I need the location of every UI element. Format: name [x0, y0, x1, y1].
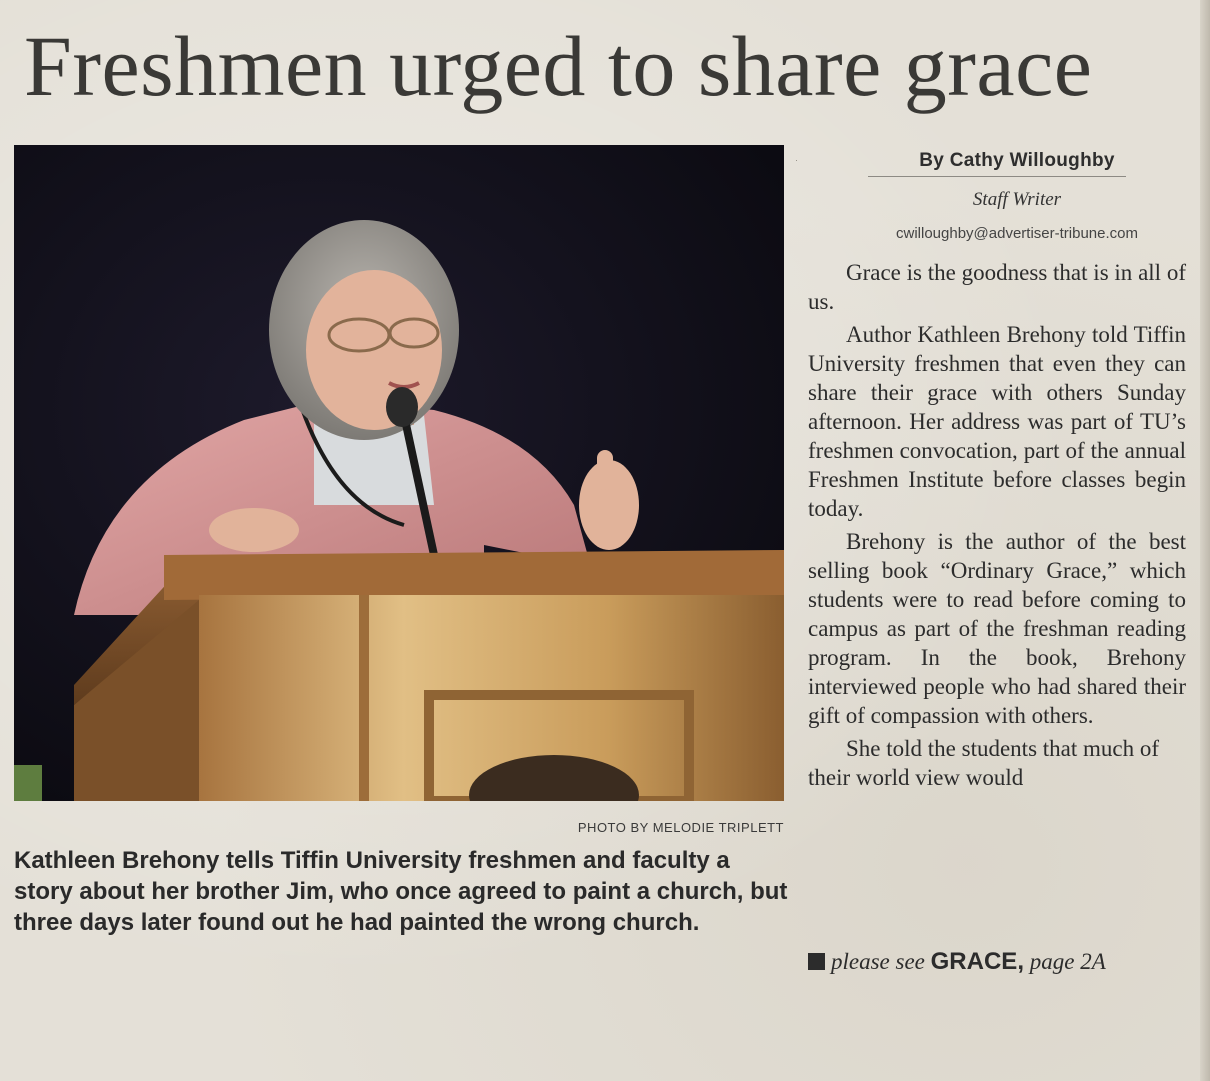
column-rule [796, 160, 797, 161]
foreground-plant [14, 765, 42, 801]
page-edge [1200, 0, 1210, 1081]
thumb [597, 450, 613, 490]
left-hand [209, 508, 299, 552]
microphone-icon [386, 387, 418, 427]
author-email: cwilloughby@advertiser-tribune.com [896, 225, 1138, 242]
continuation-line [808, 948, 1186, 976]
jump-prefix: please see [831, 949, 925, 974]
article-photo [14, 145, 784, 801]
podium-seam [359, 595, 369, 801]
paragraph: Brehony is the author of the best selling book “Ordinary Grace,” which students were to read before coming to campus as part of the freshman reading program. In the book, Brehony interviewed people who had shared their gift of compassion with others. [808, 529, 1186, 728]
paragraph: Grace is the goodness that is in all of us. [808, 260, 1186, 314]
photo-caption: Kathleen Brehony tells Tiffin University freshmen and faculty a story about her brother Jim, who once agreed to paint a church, but three days later found out he had painted the wrong church. [14, 847, 788, 936]
jump-keyword: GRACE, [930, 948, 1024, 975]
article-column [808, 150, 1186, 796]
speaker-at-podium-illustration [14, 145, 784, 801]
podium-lid [164, 550, 784, 600]
byline [868, 150, 1126, 177]
square-bullet-icon [808, 953, 825, 970]
paragraph: She told the students that much of their world view would [808, 736, 1160, 790]
byline-prefix: By [919, 150, 945, 171]
byline-name: Cathy Willoughby [949, 150, 1115, 171]
article-body [808, 258, 1186, 792]
photo-credit: PHOTO BY MELODIE TRIPLETT [577, 820, 784, 835]
headline: Freshmen urged to share grace [24, 18, 1093, 114]
paragraph: Author Kathleen Brehony told Tiffin University freshmen that even they can share their grace with others Sunday afternoon. Her address was part of TU’s freshmen convocation, part of the annual Freshmen Institute before classes begin today. [808, 322, 1186, 521]
author-role: Staff Writer [972, 189, 1062, 210]
jump-page: page 2A [1029, 949, 1106, 974]
